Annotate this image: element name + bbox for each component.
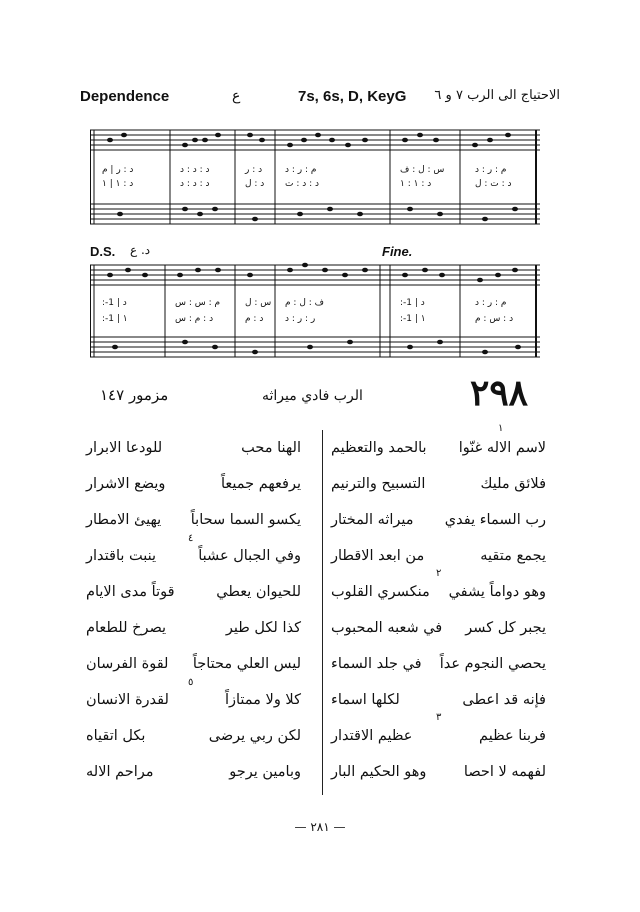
verse-column-left [86, 430, 301, 790]
stanza-number: ٥ [188, 677, 194, 688]
svg-text:د : ل: د : ل [245, 179, 265, 189]
verse-line: يكسو السما سحاباً يهيئ الامطار [86, 512, 301, 528]
svg-text:س : ل: س : ل [245, 298, 272, 308]
verse-line: وفي الجبال عشباً ينبت باقتدار [86, 548, 301, 564]
arabic-tune-title: الاحتياج الى الرب ٧ و ٦ [434, 88, 560, 103]
verse-line: لكن ربي يرضى بكل اتقياه [86, 728, 301, 744]
ds-marker-arabic: د. ع [130, 243, 151, 257]
svg-text::-1 | ١: :-1 | ١ [400, 314, 426, 324]
svg-text:د : ت : ل: د : ت : ل [475, 179, 512, 189]
ds-marker: D.S. [90, 244, 116, 259]
svg-text:م : ر : د: م : ر : د [475, 165, 507, 175]
music-system-2 [90, 255, 540, 367]
verse-line: لفهمه لا احصا وهو الحكيم البار [331, 764, 546, 780]
verse-line: فربنا عظيم عظيم الاقتدار [331, 728, 546, 744]
svg-text:د : ١ : ١: د : ١ : ١ [400, 179, 432, 189]
verse-line: يجمع متقيه من ابعد الاقطار [331, 548, 546, 564]
verse-line: الهنا محب للودعا الابرار [86, 440, 301, 456]
verse-line: كذا لكل طير يصرخ للطعام [86, 620, 301, 636]
verse-line: يجبر كل كسر في شعبه المحبوب [331, 620, 546, 636]
verse-line: وبامين يرجو مراحم الاله [86, 764, 301, 780]
verse-line: فإنه قد اعطى لكلها اسماء [331, 692, 546, 708]
verse-line: للحيوان يعطي قوتاً مدى الايام [86, 584, 301, 600]
verse-line: يرفعهم جميعاً ويضع الاشرار [86, 476, 301, 492]
svg-text:د : م: د : م [245, 314, 264, 324]
svg-text:م : س : س: م : س : س [175, 298, 221, 308]
header [80, 88, 560, 112]
verse-line: لاسم الاله غنّوا بالحمد والتعظيم [331, 440, 546, 456]
stanza-number: ٢ [436, 568, 442, 579]
svg-text::-1 | د: :-1 | د [400, 298, 425, 308]
verse-line: فلائق مليك التسبيح والترنيم [331, 476, 546, 492]
svg-text:د : ١ | ١: د : ١ | ١ [102, 179, 134, 189]
svg-text:د : ر | م: د : ر | م [102, 165, 134, 175]
verse-line: وهو دواماً يشفي منكسري القلوب [331, 584, 546, 600]
verse-line: رب السماء يفدي ميراثه المختار [331, 512, 546, 528]
music-system-1 [90, 112, 540, 237]
svg-text:د : د : د: د : د : د [180, 179, 210, 189]
meter-key: 7s, 6s, D, KeyG [298, 88, 407, 105]
verse-column-right [322, 430, 546, 795]
svg-text:د : ر: د : ر [245, 165, 263, 175]
svg-text:د : م : س: د : م : س [175, 314, 214, 324]
tune-letter: ع [232, 88, 241, 104]
music-staff-1 [90, 112, 540, 237]
stanza-number: ١ [498, 423, 504, 434]
page-number: — ٢٨١ — [294, 820, 346, 834]
verse-line: كلا ولا ممتازاً لقدرة الانسان [86, 692, 301, 708]
svg-text:س : ل : ف: س : ل : ف [400, 165, 445, 175]
svg-text:ف : ل : م: ف : ل : م [285, 298, 324, 308]
hymn-number: ٢٩٨ [470, 372, 529, 413]
stanza-number: ٤ [188, 533, 194, 544]
music-staff-2 [90, 255, 540, 367]
verse-line: ليس العلي محتاجاً لقوة الفرسان [86, 656, 301, 672]
verse-line: يحصي النجوم عداً في جلد السماء [331, 656, 546, 672]
svg-text::-1 | ١: :-1 | ١ [102, 314, 128, 324]
stanza-number: ٣ [436, 712, 442, 723]
hymn-title: الرب فادي ميراثه [262, 388, 363, 404]
svg-text:ر : ر : د: ر : ر : د [285, 314, 316, 324]
svg-text::-1 | د: :-1 | د [102, 298, 127, 308]
svg-text:م : ر : د: م : ر : د [285, 165, 317, 175]
svg-text:د : د : ت: د : د : ت [285, 179, 319, 189]
svg-text:د : س : م: د : س : م [475, 314, 514, 324]
tune-name: Dependence [80, 88, 170, 105]
svg-text:د : د : د: د : د : د [180, 165, 210, 175]
psalm-reference: مزمور ١٤٧ [100, 386, 169, 404]
fine-marker: Fine. [382, 244, 413, 259]
svg-text:م : ر : د: م : ر : د [475, 298, 507, 308]
